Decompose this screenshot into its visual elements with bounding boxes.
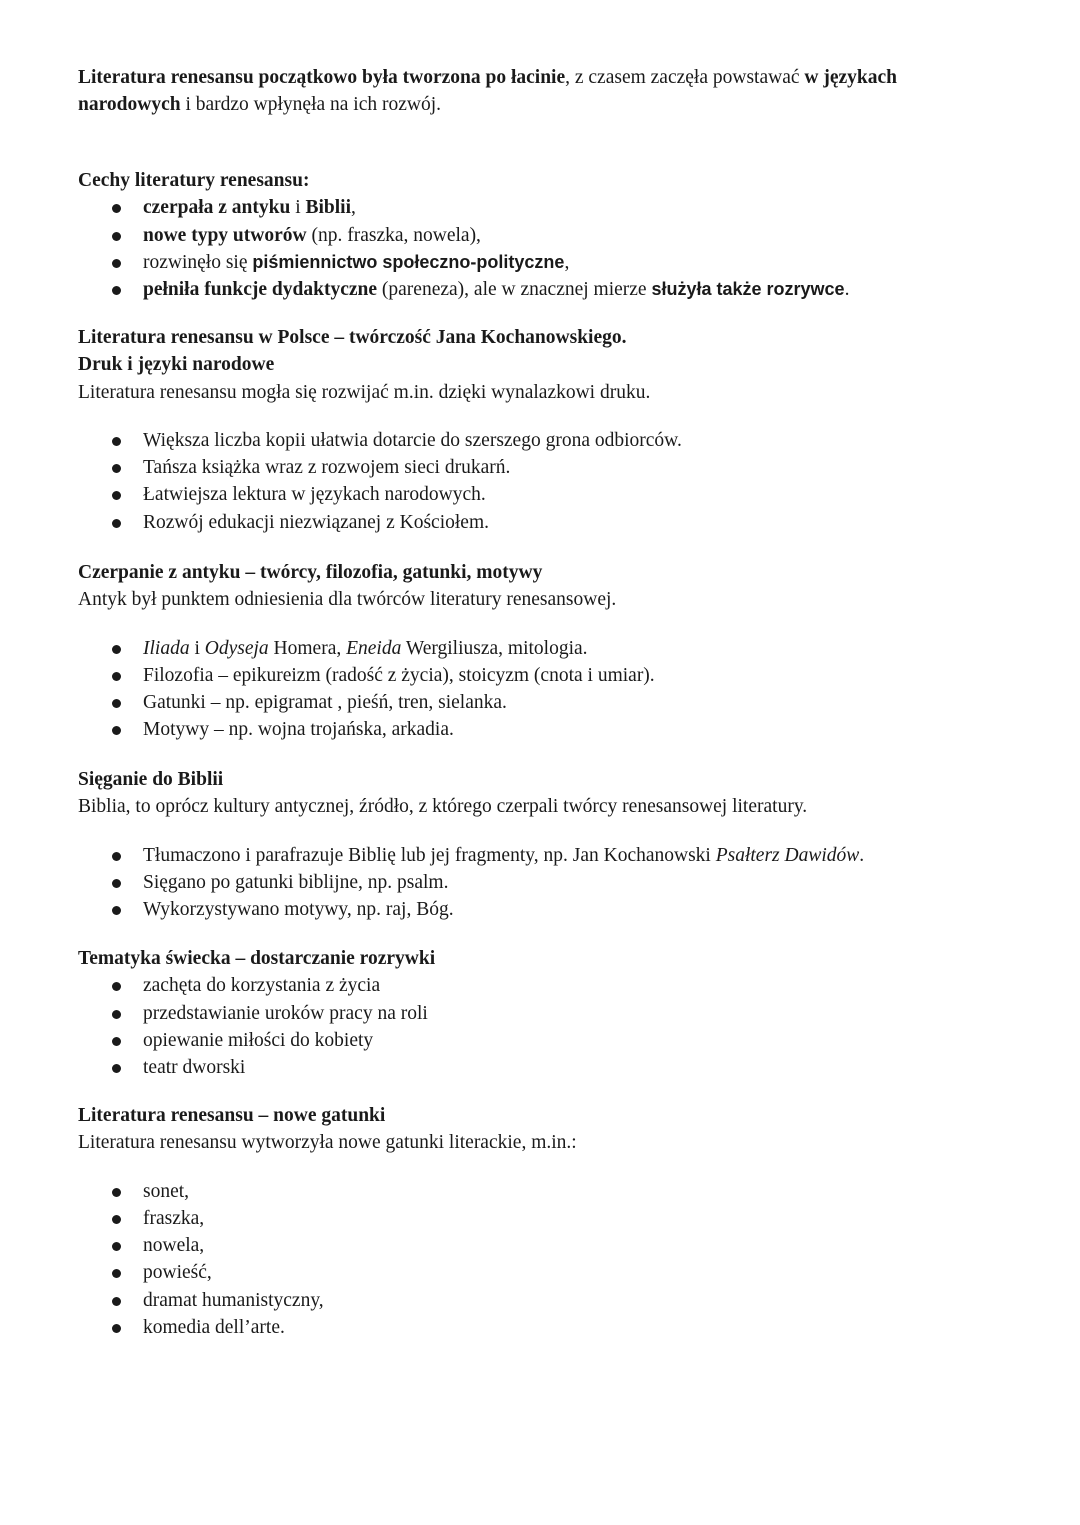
list-item: teatr dworski [78, 1054, 1038, 1081]
list-item: czerpała z antyku i Biblii, [78, 194, 1038, 221]
biblia-list [78, 842, 1038, 924]
list-item: Większa liczba kopii ułatwia dotarcie do szerszego grona odbiorców. [78, 427, 1038, 454]
biblia-section [78, 766, 1038, 923]
list-item: fraszka, [78, 1205, 1038, 1232]
biblia-heading: Sięganie do Biblii [78, 769, 224, 790]
antyk-section [78, 559, 1038, 744]
list-item: Łatwiejsza lektura w językach narodowych. [78, 481, 1038, 508]
antyk-heading: Czerpanie z antyku – twórcy, filozofia, gatunki, motywy [78, 562, 543, 583]
list-item: nowe typy utworów (np. fraszka, nowela), [78, 222, 1038, 249]
biblia-text: Biblia, to oprócz kultury antycznej, źródło, z którego czerpali twórcy renesansowej literatury. [78, 796, 808, 818]
polska-section [78, 324, 1038, 536]
cechy-section [78, 167, 1038, 303]
list-item: Tłumaczono i parafrazuje Biblię lub jej fragmenty, np. Jan Kochanowski Psałterz Dawidów. [78, 842, 1038, 869]
gatunki-heading: Literatura renesansu – nowe gatunki [78, 1105, 386, 1126]
swiecka-list [78, 972, 1038, 1081]
list-item: pełniła funkcje dydaktyczne (pareneza), ale w znacznej mierze służyła także rozrywce. [78, 276, 1038, 303]
list-item: rozwinęło się piśmiennictwo społeczno-polityczne, [78, 249, 1038, 276]
swiecka-heading: Tematyka świecka – dostarczanie rozrywki [78, 948, 436, 969]
swiecka-section [78, 945, 1038, 1081]
druk-list [78, 427, 1038, 536]
gatunki-section [78, 1102, 1038, 1341]
list-item: Wykorzystywano motywy, np. raj, Bóg. [78, 896, 1038, 923]
list-item: Rozwój edukacji niezwiązanej z Kościołem. [78, 509, 1038, 536]
list-item: Motywy – np. wojna trojańska, arkadia. [78, 716, 1038, 743]
antyk-text: Antyk był punktem odniesienia dla twórców literatury renesansowej. [78, 589, 617, 611]
intro-paragraph [78, 64, 1038, 119]
polska-heading: Literatura renesansu w Polsce – twórczość Jana Kochanowskiego. [78, 327, 627, 348]
list-item: zachęta do korzystania z życia [78, 972, 1038, 999]
list-item: Gatunki – np. epigramat , pieśń, tren, sielanka. [78, 689, 1038, 716]
gatunki-list [78, 1178, 1038, 1342]
intro-bold-1: Literatura renesansu początkowo była tworzona po łacinie [78, 67, 566, 88]
list-item: sonet, [78, 1178, 1038, 1205]
cechy-heading: Cechy literatury renesansu: [78, 170, 310, 191]
list-item: nowela, [78, 1232, 1038, 1259]
list-item: powieść, [78, 1259, 1038, 1286]
intro-text-1: , z czasem zaczęła powstawać [565, 67, 805, 88]
druk-text: Literatura renesansu mogła się rozwijać m.in. dzięki wynalazkowi druku. [78, 381, 651, 403]
list-item: Tańsza książka wraz z rozwojem sieci drukarń. [78, 454, 1038, 481]
intro-bold-3: narodowych [78, 94, 181, 116]
list-item: dramat humanistyczny, [78, 1287, 1038, 1314]
intro-text-2: i bardzo wpłynęła na ich rozwój. [180, 94, 442, 116]
intro-section [78, 64, 1038, 119]
list-item: Filozofia – epikureizm (radość z życia), stoicyzm (cnota i umiar). [78, 662, 1038, 689]
antyk-list [78, 635, 1038, 744]
druk-heading: Druk i języki narodowe [78, 354, 275, 376]
gatunki-text: Literatura renesansu wytworzyła nowe gatunki literackie, m.in.: [78, 1132, 577, 1154]
cechy-list [78, 194, 1038, 303]
list-item: przedstawianie uroków pracy na roli [78, 1000, 1038, 1027]
intro-bold-2: w językach [804, 67, 897, 88]
list-item: Sięgano po gatunki biblijne, np. psalm. [78, 869, 1038, 896]
list-item: opiewanie miłości do kobiety [78, 1027, 1038, 1054]
list-item: Iliada i Odyseja Homera, Eneida Wergiliusza, mitologia. [78, 635, 1038, 662]
list-item: komedia dell’arte. [78, 1314, 1038, 1341]
